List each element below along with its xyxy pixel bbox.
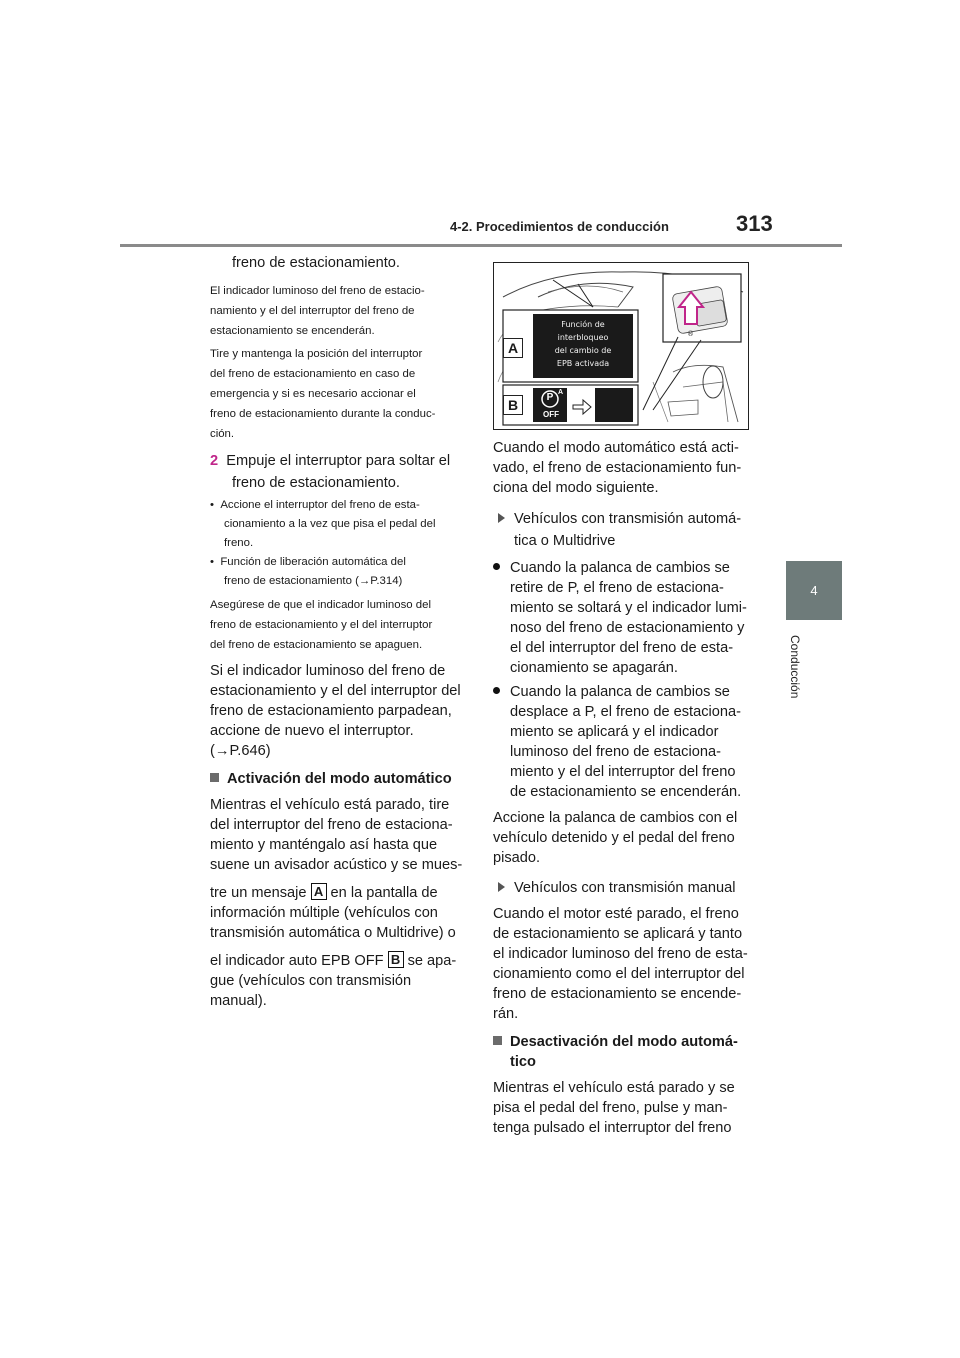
text-line: rán.	[493, 1006, 519, 1022]
text-line: Mientras el vehículo está parado, tire	[210, 797, 450, 813]
text-line: manual).	[210, 993, 267, 1009]
page-link[interactable]: (→P.646)	[210, 743, 271, 759]
message-line: Función de	[561, 320, 605, 329]
text-line: freno de estacionamiento durante la conduc-	[210, 408, 436, 420]
dot-item-1	[493, 558, 758, 678]
text-line: freno.	[224, 537, 254, 549]
chapter-number: 4	[810, 583, 818, 598]
callout-b-label: B	[388, 951, 404, 968]
text-line: Función de liberación automática del	[220, 556, 406, 568]
text-line: freno de estacionamiento se encende-	[493, 986, 742, 1002]
square-bullet-icon	[210, 773, 219, 782]
text-line: miento se soltará y el indicador lumi-	[510, 600, 747, 616]
square-bullet-icon	[493, 1036, 502, 1045]
bullet-2: • Función de liberación automática del freno de estacionamiento (→P.314)	[210, 553, 475, 591]
text-line: vado, el freno de estacionamiento fun-	[493, 460, 742, 476]
text-line: cionamiento a la vez que pisa el pedal del	[224, 518, 436, 530]
text-line: en la pantalla de	[330, 885, 438, 901]
text-line: de estacionamiento se encenderán.	[510, 784, 742, 800]
text-line: Vehículos con transmisión manual	[514, 880, 736, 896]
text-line: del interruptor del freno de estaciona-	[210, 817, 453, 833]
text-line: Cuando el modo automático está acti-	[493, 440, 739, 456]
text-line: Cuando el motor esté parado, el freno	[493, 906, 739, 922]
text-line: tica o Multidrive	[514, 533, 616, 549]
note-3	[210, 595, 475, 655]
text-line: noso del freno de estacionamiento y	[510, 620, 745, 636]
text-line: ción.	[210, 428, 235, 440]
text-line: Vehículos con transmisión automá-	[514, 511, 742, 527]
right-column	[493, 438, 758, 1138]
message-line: EPB activada	[556, 359, 610, 368]
illustration-label-a: A	[503, 338, 523, 358]
epb-off-text: OFF	[543, 410, 559, 419]
text-line: Cuando la palanca de cambios se	[510, 560, 730, 576]
text-line: Accione la palanca de cambios con el	[493, 810, 738, 826]
text-line: estacionamiento y el del interruptor del	[210, 683, 461, 699]
text-line: miento y el del interruptor del freno	[510, 764, 736, 780]
text-line: miento se aplicará y el indicador	[510, 724, 719, 740]
text-line: pisa el pedal del freno, pulse y man-	[493, 1100, 728, 1116]
paragraph-blink	[210, 661, 475, 761]
text-line: Asegúrese de que el indicador luminoso del	[210, 599, 431, 611]
step-text: Empuje el interruptor para soltar el	[226, 453, 451, 469]
chapter-label-wrap	[782, 635, 804, 707]
message-line: interbloqueo	[557, 333, 609, 342]
text-line: Tire y mantenga la posición del interruptor	[210, 348, 423, 360]
dot-bullet-icon	[493, 563, 500, 570]
paragraph-deactivation	[493, 1078, 758, 1138]
text-line: del freno de estacionamiento en caso de	[210, 368, 416, 380]
condition-automatic	[493, 508, 758, 552]
text-line: retire de P, el freno de estaciona-	[510, 580, 724, 596]
text-line: freno de estacionamiento parpadean,	[210, 703, 452, 719]
text-line: ciona del modo siguiente.	[493, 480, 659, 496]
triangle-bullet-icon	[498, 882, 505, 892]
text-line: namiento y el del interruptor del freno de	[210, 305, 415, 317]
step-2	[210, 450, 475, 494]
step-text: freno de estacionamiento.	[232, 475, 400, 491]
paragraph-auto-function	[493, 438, 758, 498]
callout-a-label: A	[311, 883, 327, 900]
heading-auto-mode	[210, 769, 475, 789]
triangle-bullet-icon	[498, 513, 505, 523]
heading-text: tico	[510, 1054, 536, 1070]
dot-bullet-icon	[493, 687, 500, 694]
text-line: pisado.	[493, 850, 541, 866]
text-line: el del interruptor del freno de esta-	[510, 640, 734, 656]
text-line: Mientras el vehículo está parado y se	[493, 1080, 735, 1096]
page-number: 313	[736, 211, 773, 236]
text-line: Cuando la palanca de cambios se	[510, 684, 730, 700]
step-number: 2	[210, 453, 219, 469]
page-link[interactable]: freno de estacionamiento (→P.314)	[224, 575, 403, 587]
epb-p-icon: P	[546, 392, 554, 403]
text-line: transmisión automática o Multidrive) o	[210, 925, 456, 941]
text-line: el indicador luminoso del freno de esta-	[493, 946, 748, 962]
text-line: gue (vehículos con transmisión	[210, 973, 412, 989]
text-line: de estacionamiento se aplicará y tanto	[493, 926, 743, 942]
text-line: tre un mensaje	[210, 885, 307, 901]
paragraph-manual	[493, 904, 758, 1024]
text-line: vehículo detenido y el pedal del freno	[493, 830, 735, 846]
text-line: cionamiento se apagarán.	[510, 660, 678, 676]
text-line: el indicador auto EPB OFF	[210, 953, 384, 969]
text-line: emergencia y si es necesario accionar el	[210, 388, 416, 400]
heading-deactivation	[493, 1032, 758, 1072]
heading-text: Desactivación del modo automá-	[510, 1034, 738, 1050]
text-line: cionamiento como el del interruptor del	[493, 966, 745, 982]
condition-manual	[493, 878, 758, 898]
text-line: El indicador luminoso del freno de estacio-	[210, 285, 425, 297]
cockpit-illustration	[493, 262, 749, 430]
epb-interlock-message	[533, 314, 633, 370]
text-line: luminoso del freno de estaciona-	[510, 744, 721, 760]
text-line: información múltiple (vehículos con	[210, 905, 438, 921]
note-1	[210, 281, 475, 341]
section-title: 4-2. Procedimientos de conducción	[450, 219, 669, 234]
message-line: del cambio de	[554, 346, 612, 355]
bullet-1: • Accione el interruptor del freno de esta- cionamiento a la vez que pisa el pedal del freno.	[210, 496, 475, 553]
text-line: suene un avisador acústico y se mues-	[210, 857, 463, 873]
text-line: Si el indicador luminoso del freno de	[210, 663, 446, 679]
text-line: accione de nuevo el interruptor.	[210, 723, 414, 739]
paragraph-shift	[493, 808, 758, 868]
step1-continuation: freno de estacionamiento.	[232, 255, 400, 271]
text-line: miento y manténgalo así hasta que	[210, 837, 438, 853]
text-line: Accione el interruptor del freno de esta-	[220, 499, 420, 511]
text-line: se apa-	[407, 953, 457, 969]
paragraph-auto-mode	[210, 795, 475, 1011]
note-2	[210, 344, 475, 444]
illustration-label-b: B	[503, 395, 523, 415]
text-line: tenga pulsado el interruptor del freno	[493, 1120, 732, 1136]
svg-text:®: ®	[687, 330, 694, 338]
text-line: desplace a P, el freno de estaciona-	[510, 704, 741, 720]
text-line: freno de estacionamiento y el del interruptor	[210, 619, 433, 631]
dot-item-2	[493, 682, 758, 802]
header-rule	[120, 244, 842, 247]
text-line: del freno de estacionamiento se apaguen.	[210, 639, 423, 651]
epb-auto-icon: A	[558, 389, 564, 396]
left-column	[210, 253, 475, 1011]
heading-text: Activación del modo automático	[227, 771, 452, 787]
chapter-label: Conducción	[788, 635, 802, 699]
text-line: estacionamiento se encenderán.	[210, 325, 375, 337]
